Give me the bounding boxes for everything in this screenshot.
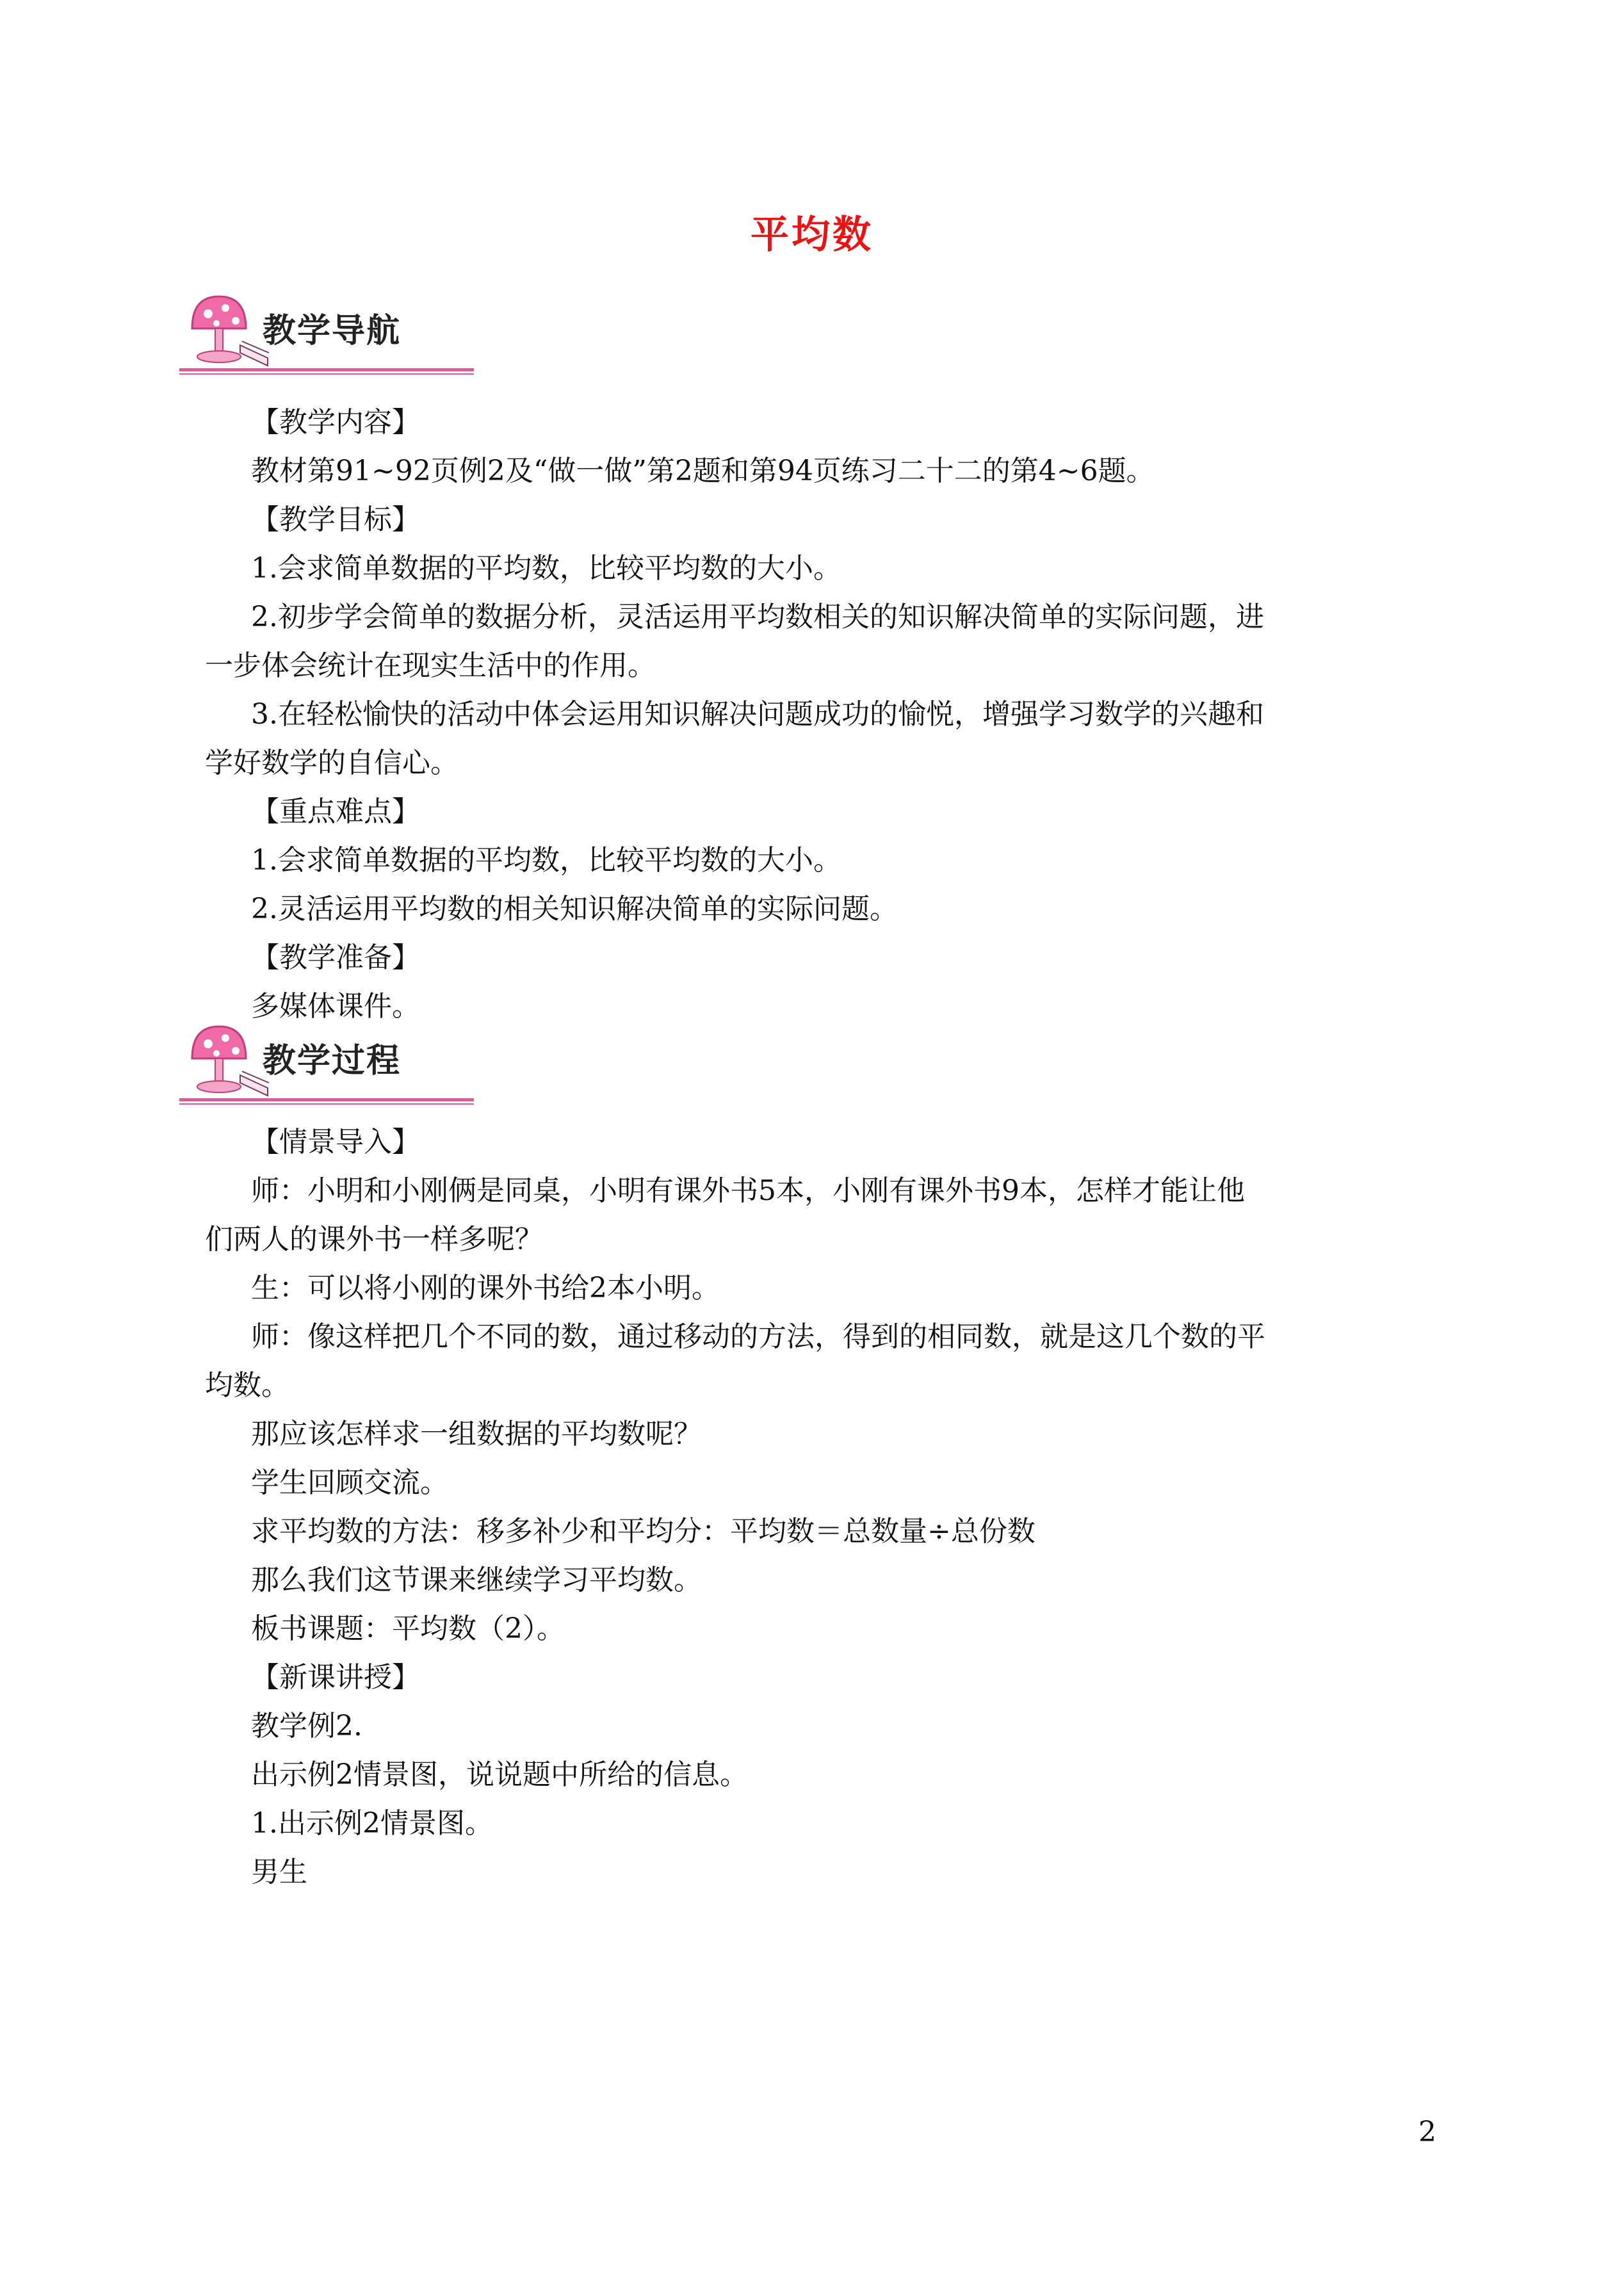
paragraph-line: 1.出示例2情景图。 <box>251 1807 493 1840</box>
paragraph-line: 均数。 <box>205 1369 289 1402</box>
page-title: 平均数 <box>751 213 873 257</box>
paragraph-line: 3.在轻松愉快的活动中体会运用知识解决问题成功的愉悦，增强学习数学的兴趣和 <box>251 698 1264 731</box>
section-label-content: 【教学内容】 <box>251 406 420 439</box>
paragraph-line: 1.会求简单数据的平均数，比较平均数的大小。 <box>251 844 841 877</box>
section-banner-process <box>179 1021 474 1108</box>
paragraph-line: 男生 <box>251 1856 307 1888</box>
paragraph-line: 师：像这样把几个不同的数，通过移动的方法，得到的相同数，就是这几个数的平 <box>251 1320 1265 1353</box>
paragraph-line: 教学例2. <box>251 1710 362 1742</box>
paragraph-line: 师：小明和小刚俩是同桌，小明有课外书5本，小刚有课外书9本，怎样才能让他 <box>251 1174 1245 1207</box>
section-label-goals: 【教学目标】 <box>251 503 420 536</box>
section-heading-process: 教学过程 <box>263 1042 402 1080</box>
paragraph-line: 们两人的课外书一样多呢？ <box>205 1223 543 1256</box>
section-banner-nav <box>179 291 474 378</box>
paragraph-line: 学好数学的自信心。 <box>205 747 459 779</box>
paragraph-line: 求平均数的方法：移多补少和平均分：平均数＝总数量÷总份数 <box>251 1515 1035 1548</box>
section-label-new-lesson: 【新课讲授】 <box>251 1661 420 1694</box>
section-label-preparation: 【教学准备】 <box>251 941 420 974</box>
paragraph-line: 那应该怎样求一组数据的平均数呢？ <box>251 1418 702 1450</box>
paragraph-line: 多媒体课件。 <box>251 990 420 1023</box>
section-heading-nav: 教学导航 <box>263 312 402 350</box>
section-label-intro: 【情景导入】 <box>251 1126 420 1158</box>
paragraph-line: 出示例2情景图，说说题中所给的信息。 <box>251 1758 748 1791</box>
paragraph-line: 板书课题：平均数（2）。 <box>251 1612 565 1645</box>
paragraph-line: 一步体会统计在现实生活中的作用。 <box>205 649 656 682</box>
section-label-key-points: 【重点难点】 <box>251 795 420 828</box>
paragraph-line: 那么我们这节课来继续学习平均数。 <box>251 1564 702 1596</box>
page-number: 2 <box>1418 2116 1436 2148</box>
paragraph-line: 2.初步学会简单的数据分析，灵活运用平均数相关的知识解决简单的实际问题，进 <box>251 601 1264 633</box>
paragraph-line: 1.会求简单数据的平均数，比较平均数的大小。 <box>251 552 841 585</box>
paragraph-line: 学生回顾交流。 <box>251 1466 448 1499</box>
paragraph-line: 生：可以将小刚的课外书给2本小明。 <box>251 1272 720 1304</box>
paragraph-line: 2.灵活运用平均数的相关知识解决简单的实际问题。 <box>251 893 898 925</box>
paragraph-line: 教材第91~92页例2及“做一做”第2题和第94页练习二十二的第4~6题。 <box>251 455 1155 487</box>
